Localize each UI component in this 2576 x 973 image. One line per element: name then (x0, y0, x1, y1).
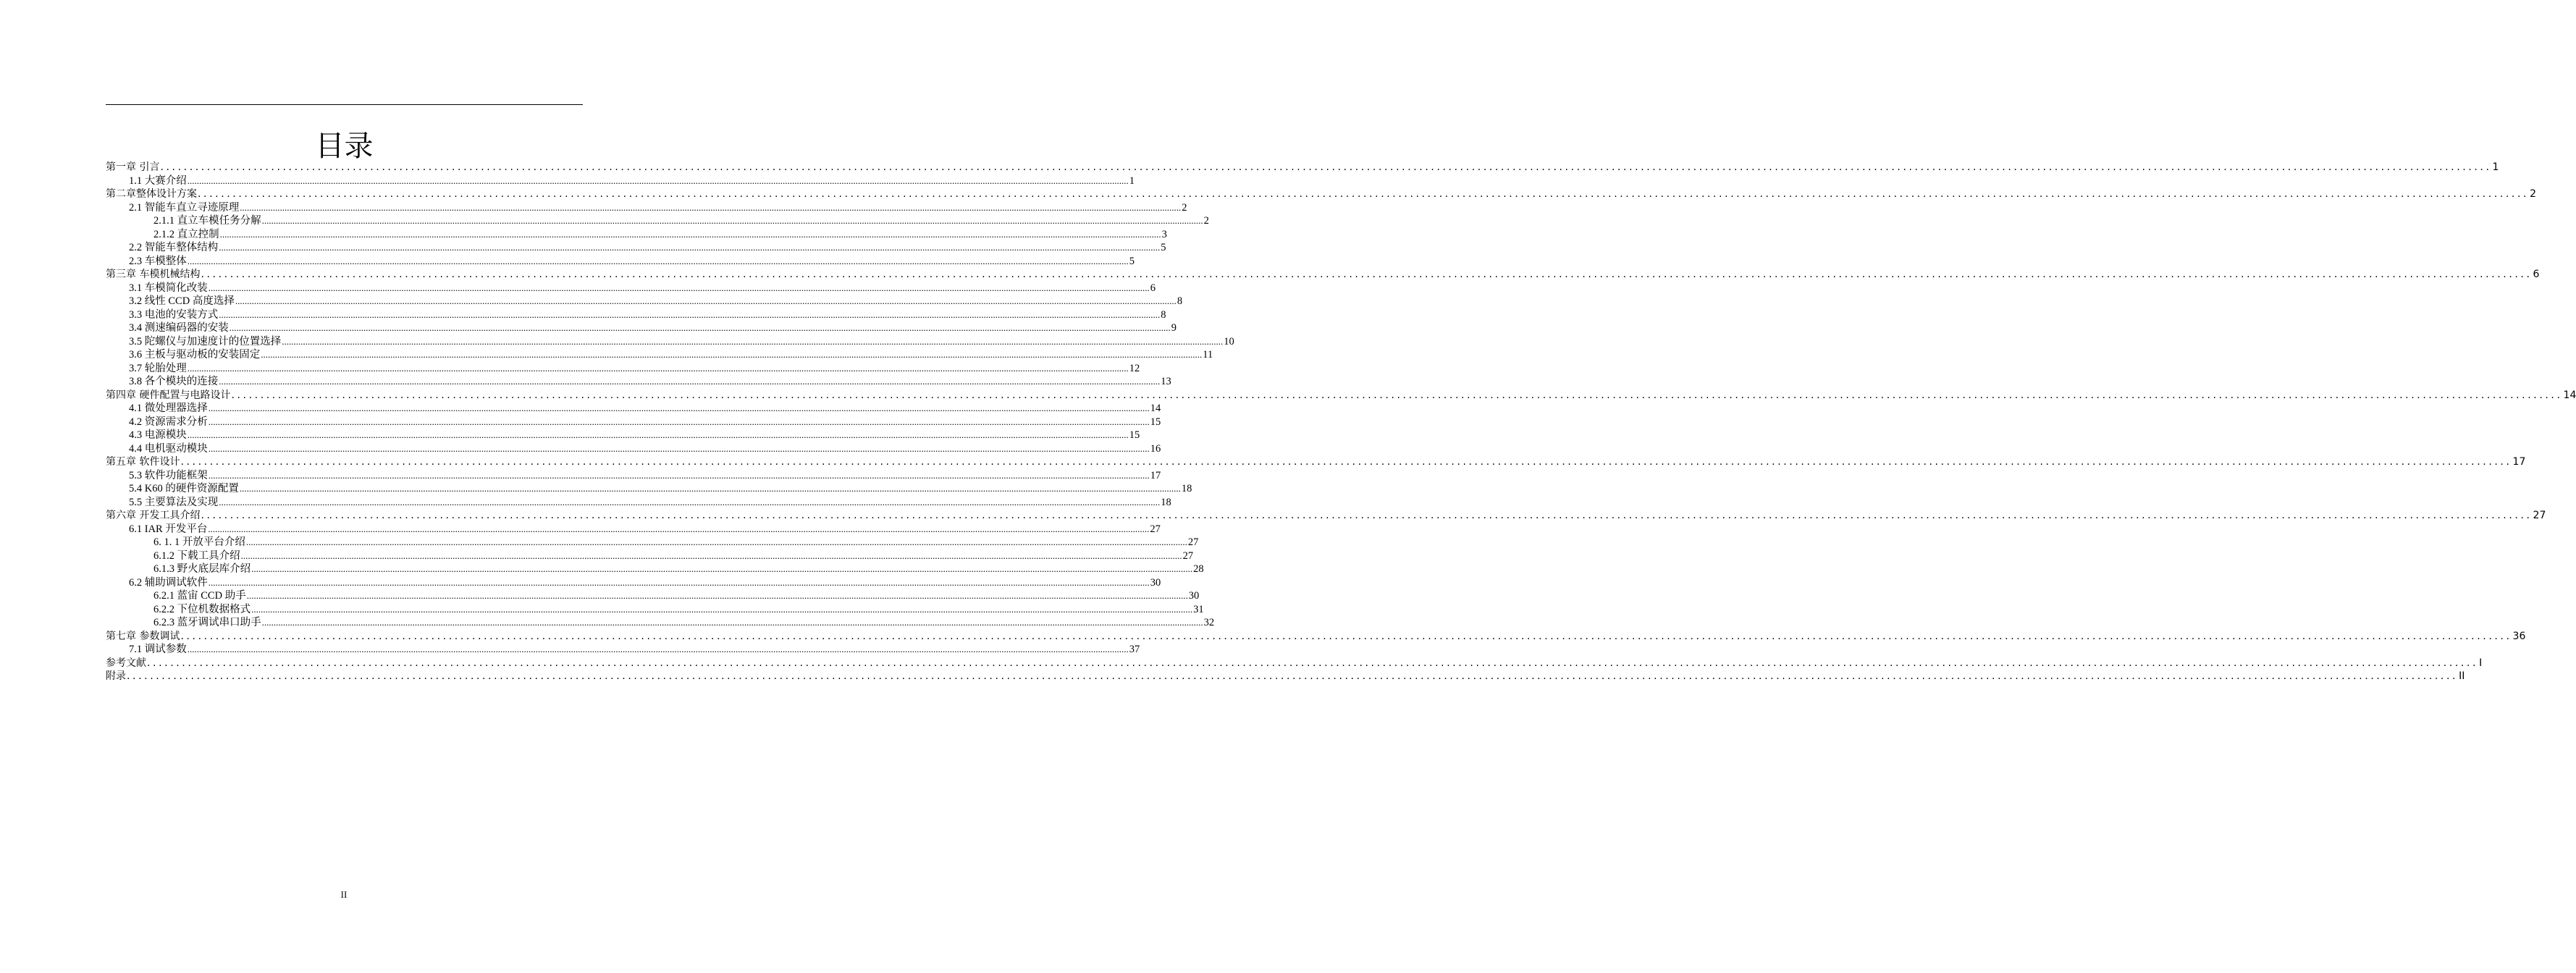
toc-entry-page: 18 (1161, 496, 1171, 508)
toc-entry-label: 第三章 车模机械结构 (106, 269, 201, 280)
toc-entry[interactable] (106, 268, 2540, 282)
toc-dot-leader: ................................................................................................................................................................................................................................................................................................................................................................................................................ (229, 322, 1171, 333)
toc-entry-label: 附录 (106, 670, 126, 682)
header-rule (106, 104, 583, 105)
toc-dot-leader: ................................................................................................................................................................................................................................................................................................................................................................................................................ (187, 362, 1129, 374)
toc-dot-leader: ................................................................................................................................................................................................................................................................................................................................................................................................................ (201, 510, 2533, 521)
toc-entry-label: 4.3 电源模块 (129, 429, 187, 441)
toc-entry[interactable] (106, 657, 2483, 670)
toc-entry[interactable] (106, 576, 1161, 590)
toc-dot-leader: ................................................................................................................................................................................................................................................................................................................................................................................................................ (219, 228, 1161, 240)
toc-dot-leader: ................................................................................................................................................................................................................................................................................................................................................................................................................ (219, 308, 1161, 320)
toc-entry-label: 3.8 各个模块的连接 (129, 376, 219, 387)
toc-dot-leader: ................................................................................................................................................................................................................................................................................................................................................................................................................ (261, 215, 1203, 226)
toc-entry-label: 3.1 车模简化改装 (129, 282, 208, 294)
toc-entry-label: 2.2 智能车整体结构 (129, 242, 219, 253)
toc-entry-label: 3.7 轮胎处理 (129, 362, 187, 374)
toc-entry-label: 4.2 资源需求分析 (129, 416, 208, 428)
toc-dot-leader: ................................................................................................................................................................................................................................................................................................................................................................................................................ (147, 657, 2479, 669)
toc-dot-leader: ................................................................................................................................................................................................................................................................................................................................................................................................................ (251, 563, 1193, 574)
toc-entry[interactable] (106, 201, 1187, 215)
toc-entry-page: 36 (2512, 630, 2526, 642)
toc-dot-leader: ................................................................................................................................................................................................................................................................................................................................................................................................................ (208, 282, 1150, 293)
toc-entry-page: 13 (1161, 376, 1171, 387)
toc-entry-label: 6. 1. 1 开放平台介绍 (153, 536, 245, 548)
toc-entry-label: 6.2.2 下位机数据格式 (153, 603, 251, 615)
toc-entry-page: 6 (1150, 282, 1156, 294)
toc-dot-leader: ................................................................................................................................................................................................................................................................................................................................................................................................................ (219, 242, 1161, 253)
toc-entry-label: 第二章整体设计方案 (106, 188, 197, 200)
toc-dot-leader: ................................................................................................................................................................................................................................................................................................................................................................................................................ (235, 295, 1177, 306)
toc-entry-page: 2 (1182, 201, 1187, 214)
toc-dot-leader: ................................................................................................................................................................................................................................................................................................................................................................................................................ (219, 376, 1161, 387)
toc-entry-page: 14 (1150, 403, 1161, 414)
toc-entry-page: 1 (2492, 161, 2499, 173)
toc-entry-page: 8 (1177, 295, 1183, 307)
toc-entry[interactable] (106, 630, 2526, 644)
toc-entry-page: 5 (1161, 242, 1166, 253)
toc-entry[interactable] (106, 214, 1209, 228)
toc-entry[interactable] (106, 362, 1140, 376)
toc-entry-page: 6 (2533, 269, 2540, 280)
toc-entry[interactable] (106, 335, 1234, 349)
toc-entry-label: 6.1.2 下载工具介绍 (153, 549, 240, 562)
toc-entry-page: ⅠⅠ (2459, 670, 2465, 682)
toc-entry[interactable] (106, 228, 1167, 242)
toc-entry-page: 9 (1171, 322, 1177, 334)
toc-entry-label: 5.3 软件功能框架 (129, 469, 208, 481)
toc-dot-leader: ................................................................................................................................................................................................................................................................................................................................................................................................................ (198, 188, 2530, 200)
toc-entry-page: 30 (1150, 576, 1161, 589)
toc-entry[interactable] (106, 482, 1192, 496)
toc-entry[interactable] (106, 549, 1194, 563)
toc-entry-page: 30 (1188, 590, 1200, 602)
toc-entry-label: 3.2 线性 CCD 高度选择 (129, 295, 235, 307)
toc-entry-page: 5 (1129, 255, 1135, 267)
toc-entry[interactable] (106, 321, 1177, 335)
toc-entry[interactable] (106, 589, 1200, 603)
toc-entry-page: 16 (1150, 442, 1161, 455)
toc-entry-page: 12 (1129, 362, 1140, 374)
toc-entry-page: 27 (1150, 523, 1161, 535)
toc-entry-label: 3.5 陀螺仪与加速度计的位置选择 (129, 335, 282, 348)
toc-entry[interactable] (106, 348, 1213, 362)
toc-entry[interactable] (106, 670, 2465, 683)
toc-dot-leader: ................................................................................................................................................................................................................................................................................................................................................................................................................ (208, 403, 1150, 413)
toc-entry-page: 17 (1150, 469, 1161, 481)
toc-entry[interactable] (106, 161, 2499, 174)
toc-entry-page: Ⅰ (2479, 657, 2483, 669)
toc-dot-leader: ................................................................................................................................................................................................................................................................................................................................................................................................................ (180, 456, 2512, 468)
toc-entry-page: 10 (1224, 335, 1234, 348)
toc-entry-label: 第一章 引言 (106, 161, 160, 173)
toc-entry-page: 32 (1203, 617, 1215, 628)
toc-entry-label: 4.1 微处理器选择 (129, 403, 208, 414)
toc-entry[interactable] (106, 255, 1135, 269)
toc-entry-page: 27 (2533, 510, 2546, 521)
toc-entry-page: 1 (1129, 174, 1135, 187)
toc-entry[interactable] (106, 643, 1140, 657)
toc-dot-leader: ................................................................................................................................................................................................................................................................................................................................................................................................................ (160, 161, 2492, 173)
toc-dot-leader: ................................................................................................................................................................................................................................................................................................................................................................................................................ (246, 590, 1188, 601)
toc-entry[interactable] (106, 509, 2546, 523)
toc-dot-leader: ................................................................................................................................................................................................................................................................................................................................................................................................................ (251, 603, 1193, 615)
toc-entry[interactable] (106, 563, 1204, 576)
toc-entry-label: 6.1.3 野火底层库介绍 (153, 563, 251, 575)
toc-entry-page: 11 (1203, 349, 1213, 361)
toc-dot-leader: ................................................................................................................................................................................................................................................................................................................................................................................................................ (208, 442, 1150, 454)
toc-entry[interactable] (106, 188, 2536, 201)
toc-entry-page: 18 (1181, 483, 1192, 494)
toc-entry[interactable] (106, 402, 1161, 416)
toc-entry-label: 第四章 硬件配置与电路设计 (106, 389, 231, 401)
toc-entry[interactable] (106, 442, 1161, 456)
toc-entry-page: 15 (1150, 416, 1161, 428)
toc-dot-leader: ................................................................................................................................................................................................................................................................................................................................................................................................................ (240, 201, 1182, 213)
toc-entry[interactable] (106, 241, 1166, 255)
toc-entry-label: 第五章 软件设计 (106, 456, 180, 468)
toc-entry-page: 28 (1193, 563, 1204, 575)
toc-dot-leader: ................................................................................................................................................................................................................................................................................................................................................................................................................ (180, 630, 2512, 642)
toc-entry[interactable] (106, 389, 2576, 403)
toc-entry-label: 3.3 电池的安装方式 (129, 308, 219, 321)
toc-dot-leader: ................................................................................................................................................................................................................................................................................................................................................................................................................ (261, 349, 1203, 360)
toc-dot-leader: ................................................................................................................................................................................................................................................................................................................................................................................................................ (282, 335, 1224, 347)
toc-entry-page: 14 (2563, 389, 2576, 401)
toc-dot-leader: ................................................................................................................................................................................................................................................................................................................................................................................................................ (208, 469, 1150, 481)
toc-entry-page: 37 (1129, 644, 1140, 655)
toc-entry-label: 2.1.1 直立车模任务分解 (153, 215, 261, 227)
toc-entry[interactable] (106, 429, 1140, 442)
toc-entry-page: 27 (1182, 549, 1194, 562)
toc-entry-page: 15 (1129, 429, 1140, 441)
toc-entry-label: 2.1.2 直立控制 (153, 228, 219, 240)
toc-entry-label: 1.1 大赛介绍 (129, 174, 187, 187)
toc-entry[interactable] (106, 282, 1156, 295)
toc-entry-page: 17 (2512, 456, 2526, 468)
toc-entry[interactable] (106, 496, 1171, 510)
page-number: II (340, 889, 348, 900)
toc-entry-page: 27 (1187, 536, 1199, 548)
toc-entry-page: 2 (2530, 188, 2536, 200)
page-title: 目录 (315, 130, 374, 163)
toc-entry-label: 第六章 开发工具介绍 (106, 510, 201, 521)
toc-entry-label: 6.2.1 蓝宙 CCD 助手 (153, 590, 246, 602)
toc-dot-leader: ................................................................................................................................................................................................................................................................................................................................................................................................................ (219, 496, 1161, 507)
toc-entry-page: 31 (1193, 603, 1204, 615)
toc-entry[interactable] (106, 455, 2526, 469)
toc-entry[interactable] (106, 295, 1183, 308)
toc-entry-page: 3 (1161, 228, 1167, 240)
toc-dot-leader: ................................................................................................................................................................................................................................................................................................................................................................................................................ (231, 389, 2563, 401)
toc-entry-label: 5.5 主要算法及实现 (129, 496, 219, 508)
toc-entry-label: 2.1 智能车直立寻迹原理 (129, 201, 240, 214)
toc-entry-label: 3.4 测速编码器的安装 (129, 322, 229, 334)
toc-entry[interactable] (106, 469, 1161, 483)
toc-dot-leader: ................................................................................................................................................................................................................................................................................................................................................................................................................ (127, 670, 2459, 682)
toc-dot-leader: ................................................................................................................................................................................................................................................................................................................................................................................................................ (187, 644, 1129, 654)
toc-entry[interactable] (106, 523, 1161, 536)
toc-entry[interactable] (106, 616, 1215, 630)
toc-entry[interactable] (106, 603, 1204, 617)
table-of-contents (106, 161, 2576, 683)
toc-entry-label: 参考文献 (106, 657, 146, 669)
toc-entry-label: 第七章 参数调试 (106, 630, 180, 642)
toc-entry-label: 5.4 K60 的硬件资源配置 (129, 483, 239, 494)
toc-dot-leader: ................................................................................................................................................................................................................................................................................................................................................................................................................ (201, 269, 2533, 280)
toc-dot-leader: ................................................................................................................................................................................................................................................................................................................................................................................................................ (239, 483, 1181, 494)
toc-entry[interactable] (106, 375, 1171, 389)
toc-entry-label: 6.1 IAR 开发平台 (129, 523, 208, 535)
toc-entry-page: 8 (1161, 308, 1166, 321)
toc-entry-label: 2.3 车模整体 (129, 255, 187, 267)
toc-entry[interactable] (106, 416, 1161, 429)
toc-dot-leader: ................................................................................................................................................................................................................................................................................................................................................................................................................ (240, 549, 1182, 561)
toc-dot-leader: ................................................................................................................................................................................................................................................................................................................................................................................................................ (245, 536, 1187, 547)
toc-entry-page: 2 (1203, 215, 1209, 227)
toc-entry-label: 6.2 辅助调试软件 (129, 576, 208, 589)
toc-entry[interactable] (106, 536, 1199, 549)
toc-entry-label: 4.4 电机驱动模块 (129, 442, 208, 455)
toc-entry-label: 6.2.3 蓝牙调试串口助手 (153, 617, 261, 628)
toc-dot-leader: ................................................................................................................................................................................................................................................................................................................................................................................................................ (187, 174, 1129, 186)
toc-dot-leader: ................................................................................................................................................................................................................................................................................................................................................................................................................ (261, 617, 1203, 628)
toc-entry-label: 7.1 调试参数 (129, 644, 187, 655)
toc-entry-label: 3.6 主板与驱动板的安装固定 (129, 349, 261, 361)
toc-entry[interactable] (106, 174, 1135, 188)
toc-dot-leader: ................................................................................................................................................................................................................................................................................................................................................................................................................ (208, 576, 1150, 588)
toc-dot-leader: ................................................................................................................................................................................................................................................................................................................................................................................................................ (187, 429, 1129, 440)
toc-dot-leader: ................................................................................................................................................................................................................................................................................................................................................................................................................ (208, 416, 1150, 427)
toc-dot-leader: ................................................................................................................................................................................................................................................................................................................................................................................................................ (208, 523, 1150, 534)
toc-entry[interactable] (106, 308, 1166, 322)
toc-dot-leader: ................................................................................................................................................................................................................................................................................................................................................................................................................ (187, 255, 1129, 266)
